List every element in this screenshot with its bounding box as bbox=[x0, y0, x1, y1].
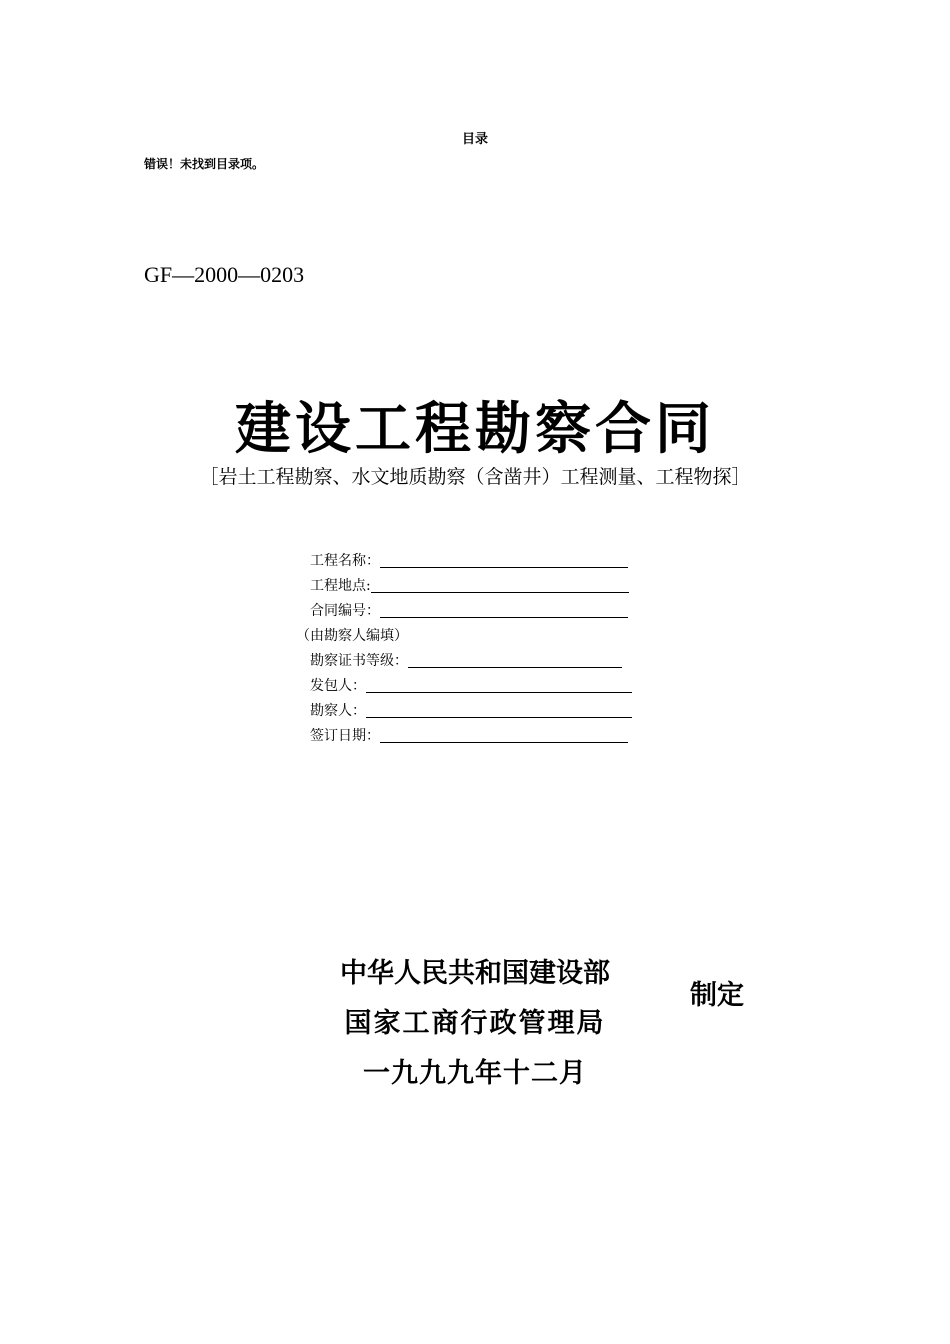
toc-error-message: 错误！未找到目录项。 bbox=[144, 157, 265, 171]
contract-no-label: 合同编号： bbox=[310, 603, 380, 619]
issuer-block bbox=[310, 952, 640, 1102]
issuer-administration: 国家工商行政管理局 bbox=[344, 1008, 606, 1039]
enacted-label: 制定 bbox=[690, 980, 744, 1011]
signing-date-row bbox=[296, 724, 656, 749]
certificate-level-field[interactable] bbox=[408, 666, 622, 668]
certificate-level-label: 勘察证书等级： bbox=[310, 653, 408, 669]
contract-info-form bbox=[296, 549, 656, 749]
surveyor-row bbox=[296, 699, 656, 724]
contract-no-note-row bbox=[296, 624, 656, 649]
contract-no-row bbox=[296, 599, 656, 624]
contract-no-note: （由勘察人编填） bbox=[296, 628, 408, 644]
toc-title: 目录 bbox=[461, 132, 488, 147]
project-name-row bbox=[296, 549, 656, 574]
contract-title: 建设工程勘察合同 bbox=[235, 397, 715, 462]
employer-row bbox=[296, 674, 656, 699]
project-name-label: 工程名称： bbox=[310, 553, 380, 569]
project-location-label: 工程地点: bbox=[310, 578, 371, 594]
project-location-field[interactable] bbox=[371, 591, 629, 593]
certificate-level-row bbox=[296, 649, 656, 674]
contract-no-field[interactable] bbox=[380, 616, 628, 618]
signing-date-label: 签订日期： bbox=[310, 728, 380, 744]
project-name-field[interactable] bbox=[380, 566, 628, 568]
issue-date: 一九九九年十二月 bbox=[363, 1058, 587, 1089]
employer-label: 发包人： bbox=[310, 678, 366, 694]
surveyor-field[interactable] bbox=[366, 716, 632, 718]
document-code: GF—2000—0203 bbox=[144, 262, 305, 287]
contract-subtitle: ［岩土工程勘察、水文地质勘察（含凿井）工程测量、工程物探］ bbox=[199, 466, 751, 488]
project-location-row bbox=[296, 574, 656, 599]
issuer-ministry: 中华人民共和国建设部 bbox=[340, 958, 610, 989]
employer-field[interactable] bbox=[366, 691, 632, 693]
signing-date-field[interactable] bbox=[380, 741, 628, 743]
surveyor-label: 勘察人： bbox=[310, 703, 366, 719]
